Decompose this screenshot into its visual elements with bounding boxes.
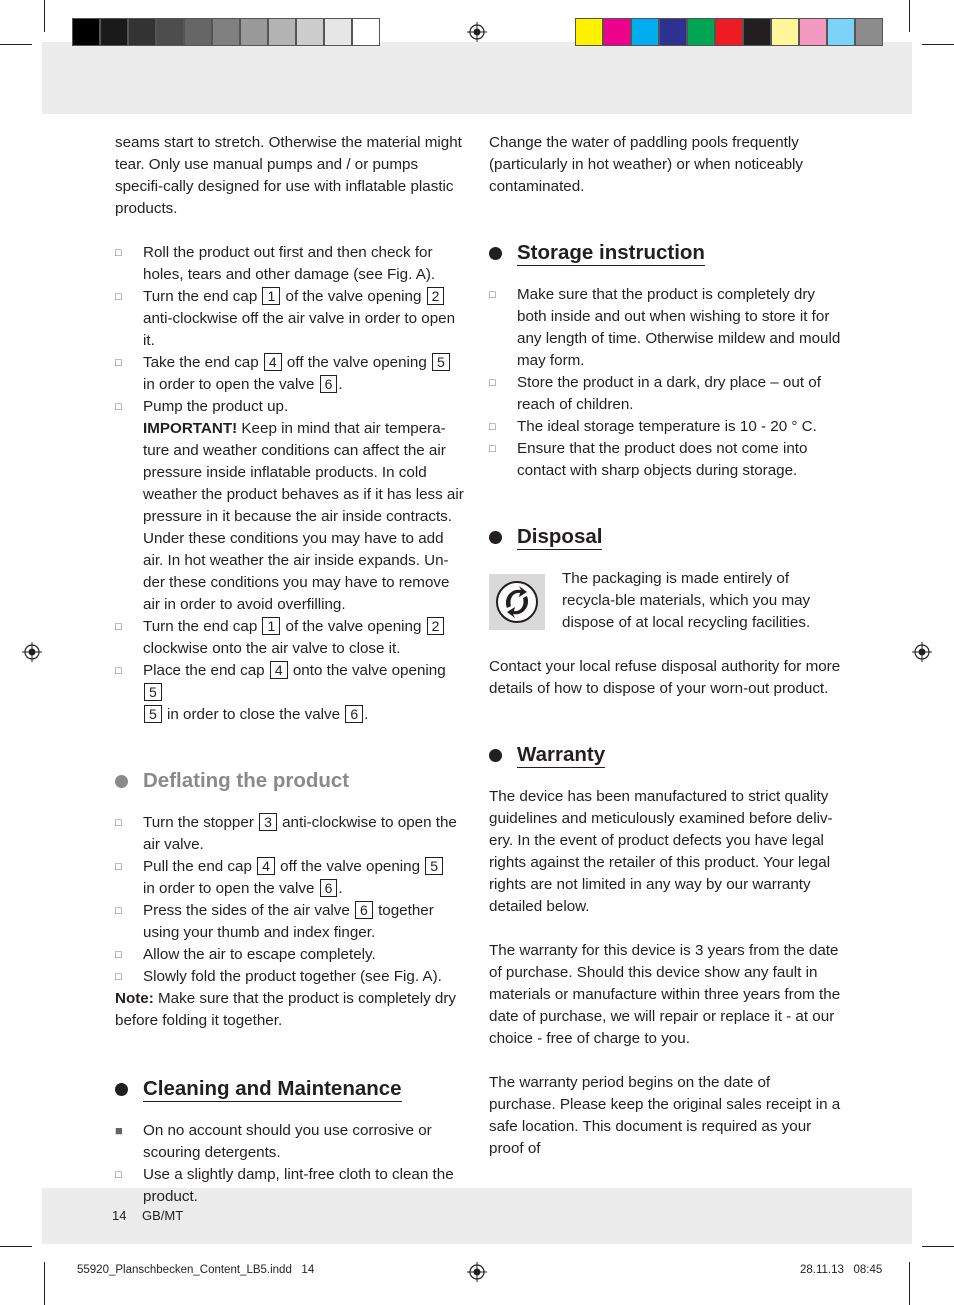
color-swatch bbox=[100, 18, 128, 46]
note-label: Note: bbox=[115, 990, 154, 1007]
recycling-symbol-icon bbox=[489, 574, 545, 630]
color-swatch bbox=[659, 18, 687, 46]
part-number: 6 bbox=[320, 879, 338, 897]
intro-paragraph: Change the water of paddling pools frequently (particularly in hot weather) or when noticeably contaminated. bbox=[489, 134, 804, 195]
list-item: □ Take the end cap 4 off the valve opening 5 in order to open the valve 6 . bbox=[115, 352, 467, 396]
part-number: 4 bbox=[264, 353, 282, 371]
disposal-contact-paragraph: Contact your local refuse disposal authority for more details of how to dispose of your worn-out product. bbox=[489, 658, 841, 697]
list-item: □ Pump the product up. IMPORTANT! Keep in mind that air tempera-ture and weather conditions can affect the air pressure inside inflatable products. In cold weather the product behaves as if it has less air pressure in it because the air inside contracts. Under these conditions you may have to add air. In hot weather the air inside expands. Un-der these conditions you may have to remove air in order to avoid overfilling. bbox=[115, 398, 464, 613]
list-item: □ Make sure that the product is completely dry both inside and out when wishing to store it for any length of time. Otherwise mildew and mould may form. bbox=[489, 286, 841, 369]
color-swatch bbox=[156, 18, 184, 46]
part-number: 5 bbox=[432, 353, 450, 371]
list-item: □ Roll the product out first and then check for holes, tears and other damage (see Fig. A). bbox=[115, 244, 436, 283]
registration-mark-icon bbox=[22, 642, 42, 662]
part-number: 3 bbox=[259, 813, 277, 831]
registration-mark-icon bbox=[467, 1262, 487, 1282]
color-swatch bbox=[212, 18, 240, 46]
right-column bbox=[489, 132, 841, 1160]
list-item: □ Turn the end cap 1 of the valve opening 2 anti-clockwise off the air valve in order to open it. bbox=[115, 288, 456, 349]
color-swatch bbox=[687, 18, 715, 46]
list-item: □ The ideal storage temperature is 10 - 20 ° C. bbox=[489, 418, 817, 435]
warranty-heading: Warranty bbox=[489, 740, 841, 770]
color-swatch bbox=[827, 18, 855, 46]
color-swatch bbox=[184, 18, 212, 46]
color-swatch bbox=[855, 18, 883, 46]
list-item: □ Store the product in a dark, dry place – out of reach of children. bbox=[489, 374, 821, 413]
color-swatch bbox=[771, 18, 799, 46]
list-item: □ Place the end cap 4 onto the valve opening 5 5 in order to close the valve 6 . bbox=[115, 662, 446, 723]
part-number: 6 bbox=[355, 901, 373, 919]
part-number: 4 bbox=[270, 661, 288, 679]
registration-mark-icon bbox=[912, 642, 932, 662]
color-swatch bbox=[240, 18, 268, 46]
packaging-paragraph: The packaging is made entirely of recycla-ble materials, which you may dispose of at local recycling facilities. bbox=[562, 570, 811, 631]
part-number: 5 bbox=[144, 705, 162, 723]
color-swatch bbox=[352, 18, 380, 46]
color-swatch bbox=[603, 18, 631, 46]
color-swatch bbox=[296, 18, 324, 46]
part-number: 1 bbox=[262, 287, 280, 305]
disposal-heading: Disposal bbox=[489, 522, 841, 552]
part-number: 2 bbox=[427, 617, 445, 635]
warranty-paragraph: The warranty period begins on the date of purchase. Please keep the original sales receipt in a safe location. This document is required as your proof of bbox=[489, 1074, 841, 1157]
warranty-paragraph: The warranty for this device is 3 years from the date of purchase. Should this device show any fault in materials or manufacture within three years from the date of purchase, we will repair or replace it - at our choice - free of charge to you. bbox=[489, 942, 841, 1047]
locale-label: GB/MT bbox=[142, 1208, 184, 1223]
part-number: 1 bbox=[262, 617, 280, 635]
list-item: ■ On no account should you use corrosive or scouring detergents. bbox=[115, 1122, 432, 1161]
color-swatch bbox=[631, 18, 659, 46]
color-swatch bbox=[799, 18, 827, 46]
warranty-paragraph: The device has been manufactured to strict quality guidelines and meticulously examined before deliv-ery. In the event of product defects you have legal rights against the retailer of this product. Your legal rights are not limited in any way by our warranty detailed below. bbox=[489, 788, 833, 915]
part-number: 4 bbox=[257, 857, 275, 875]
part-number: 6 bbox=[345, 705, 363, 723]
list-item: □ Turn the end cap 1 of the valve opening 2 clockwise onto the air valve to close it. bbox=[115, 616, 467, 660]
color-swatch bbox=[324, 18, 352, 46]
header-band bbox=[42, 42, 912, 114]
color-swatch bbox=[268, 18, 296, 46]
list-item: □ Ensure that the product does not come into contact with sharp objects during storage. bbox=[489, 440, 808, 479]
part-number: 5 bbox=[144, 683, 162, 701]
page-number: 14 bbox=[112, 1208, 127, 1223]
part-number: 6 bbox=[320, 375, 338, 393]
left-column bbox=[115, 132, 467, 1208]
list-item: □ Use a slightly damp, lint-free cloth to clean the product. bbox=[115, 1166, 454, 1205]
part-number: 2 bbox=[427, 287, 445, 305]
cleaning-heading: Cleaning and Maintenance bbox=[115, 1074, 467, 1104]
list-item: □ Allow the air to escape completely. bbox=[115, 946, 376, 963]
color-swatch bbox=[743, 18, 771, 46]
deflating-heading: Deflating the product bbox=[115, 766, 467, 796]
list-item: □ Slowly fold the product together (see Fig. A). bbox=[115, 968, 442, 985]
color-swatch bbox=[128, 18, 156, 46]
color-swatch bbox=[72, 18, 100, 46]
list-item: □ Pull the end cap 4 off the valve opening 5 in order to open the valve 6 . bbox=[115, 856, 467, 900]
important-label: IMPORTANT! bbox=[143, 420, 238, 437]
intro-paragraph: seams start to stretch. Otherwise the material might tear. Only use manual pumps and / or pumps specifi-cally designed for use with inflatable plastic products. bbox=[115, 134, 462, 217]
storage-heading: Storage instruction bbox=[489, 238, 841, 268]
slug-datetime: 28.11.13 08:45 bbox=[800, 1264, 883, 1276]
list-item: □ Turn the stopper 3 anti-clockwise to open the air valve. bbox=[115, 814, 457, 853]
note-paragraph: Note: Make sure that the product is completely dry before folding it together. bbox=[115, 990, 457, 1029]
part-number: 5 bbox=[425, 857, 443, 875]
color-swatch bbox=[715, 18, 743, 46]
color-swatch bbox=[575, 18, 603, 46]
registration-mark-icon bbox=[467, 22, 487, 42]
slug-filename: 55920_Planschbecken_Content_LB5.indd 14 bbox=[77, 1264, 315, 1276]
list-item: □ Press the sides of the air valve 6 together using your thumb and index finger. bbox=[115, 902, 434, 941]
